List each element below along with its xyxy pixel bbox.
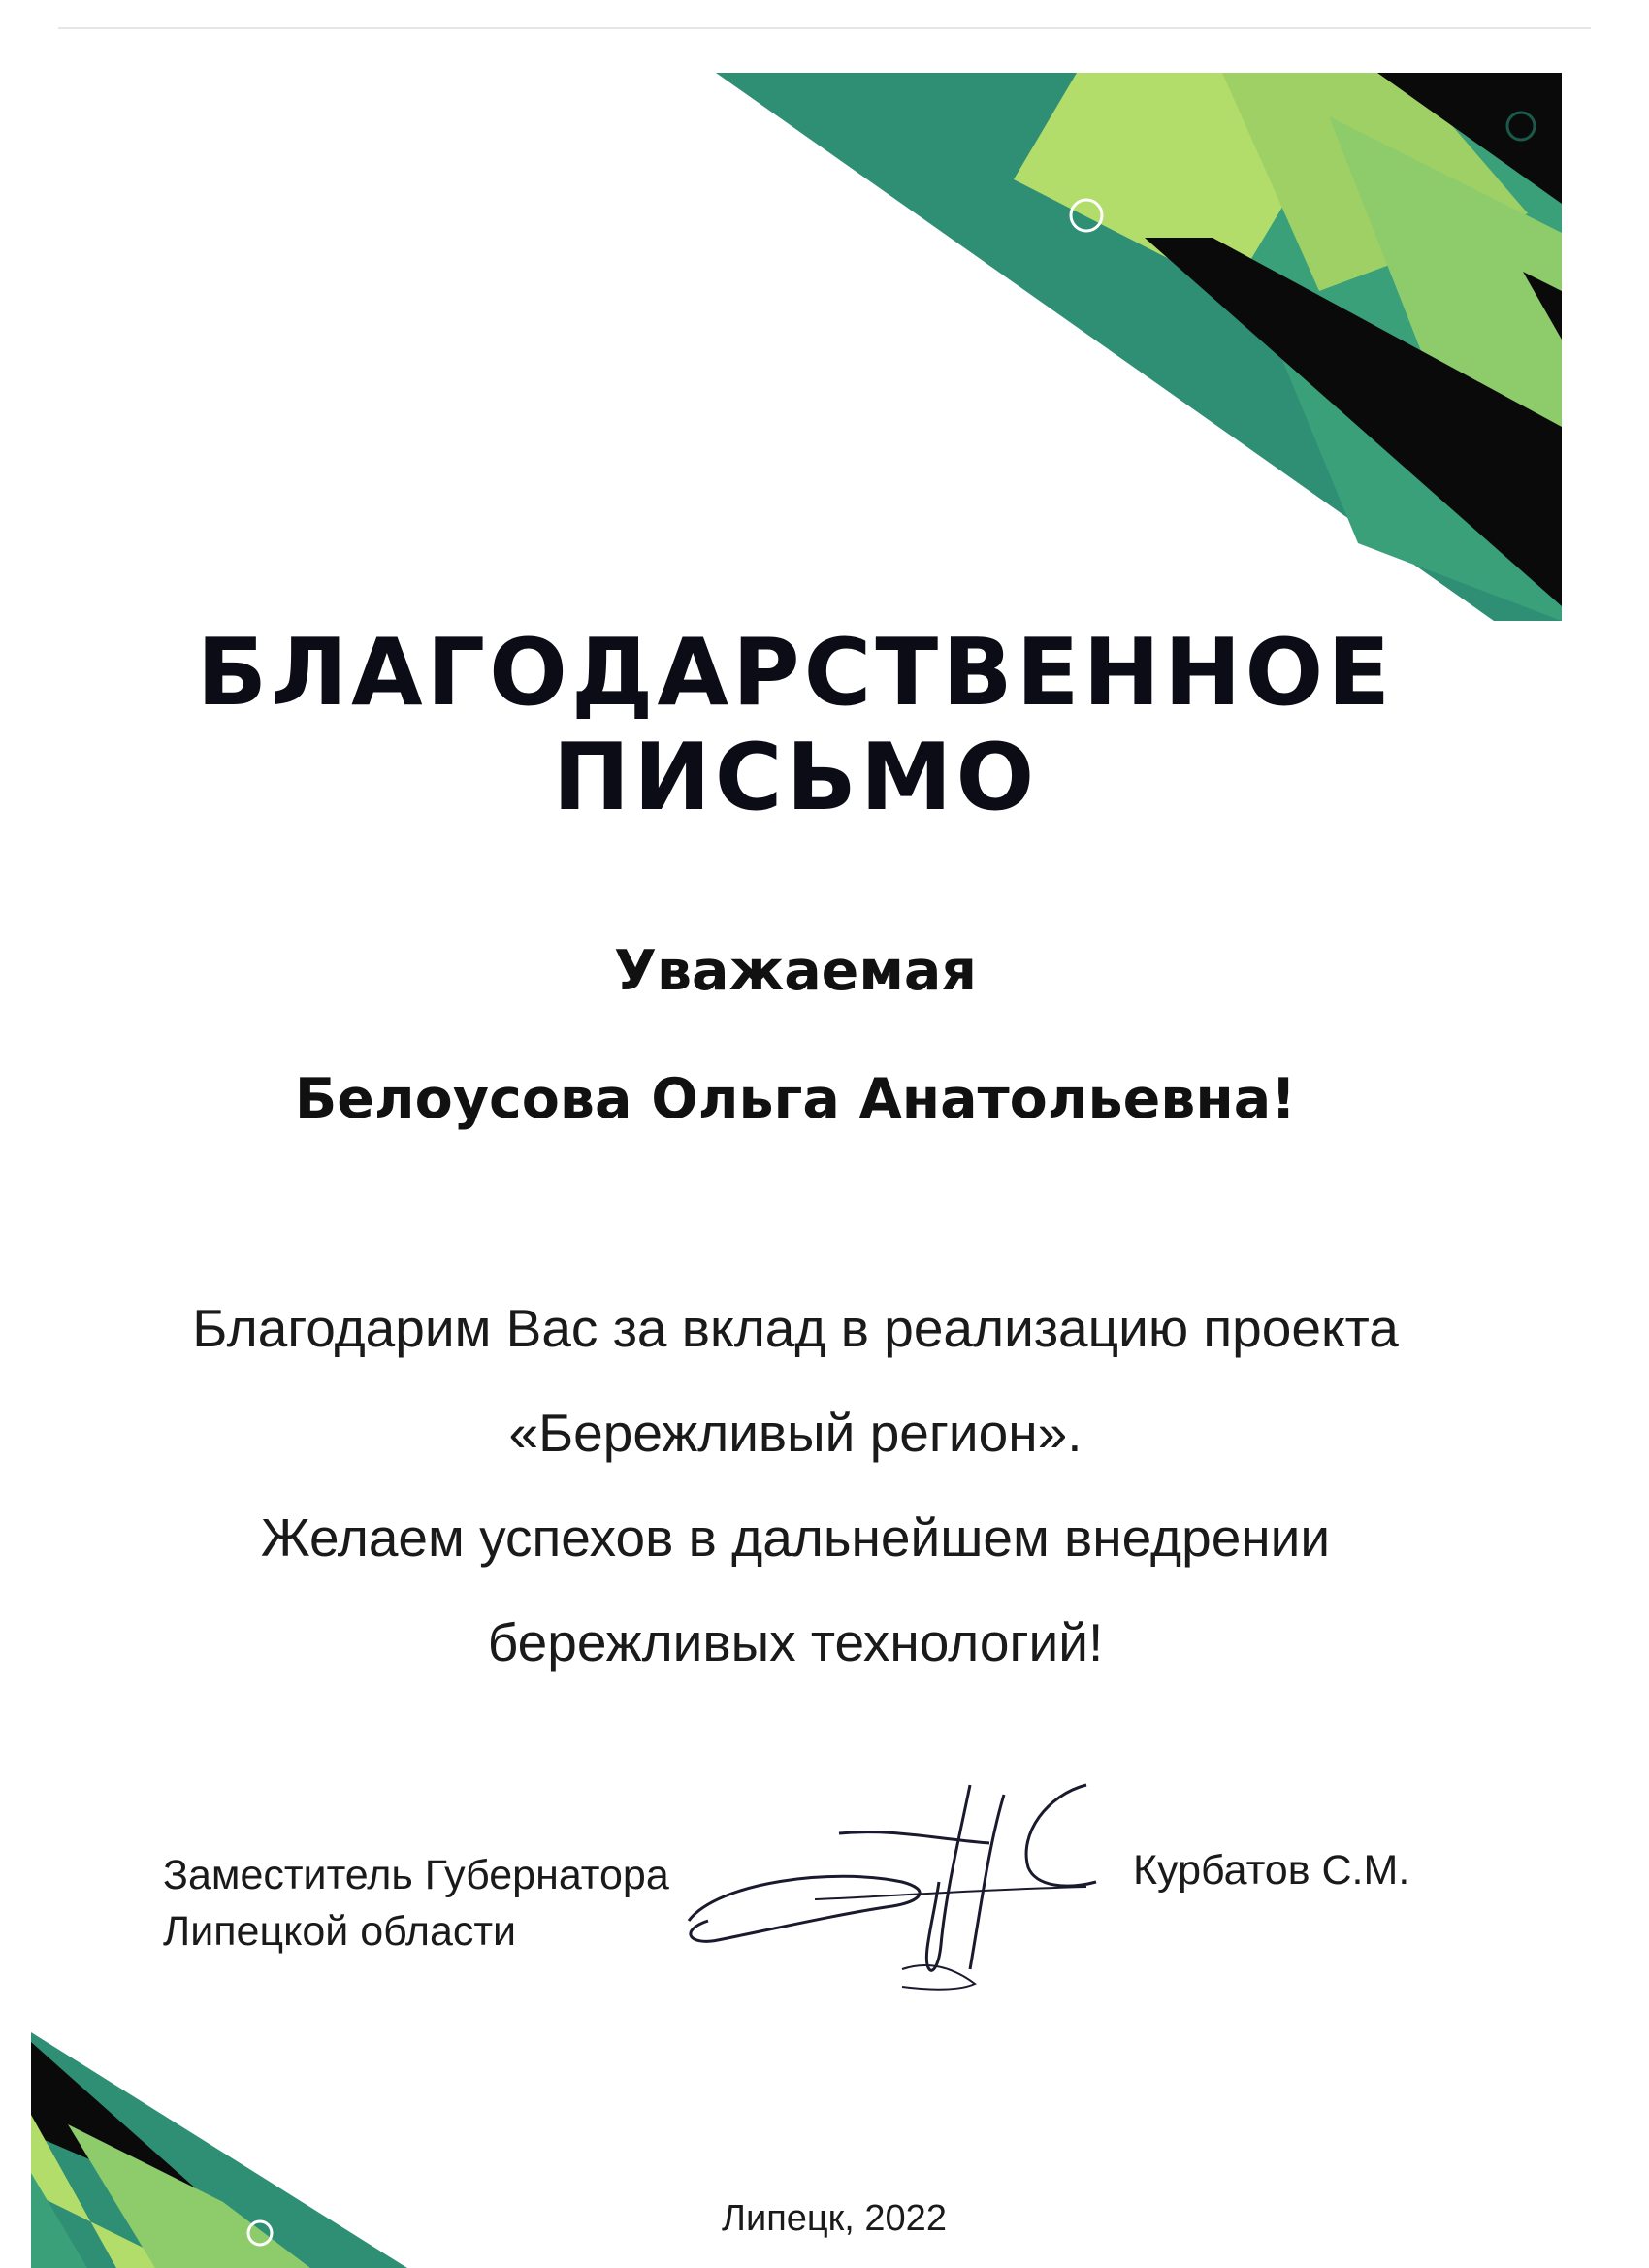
- letter-body: [0, 1276, 1591, 1695]
- body-line-2: «Бережливый регион».: [508, 1403, 1083, 1463]
- body-line-3: Желаем успехов в дальнейшем внедрении: [260, 1507, 1331, 1568]
- greeting-salutation: Уважаемая: [614, 939, 977, 1003]
- body-line-1: Благодарим Вас за вклад в реализацию проекта: [192, 1298, 1399, 1358]
- signatory-title-line-1: Заместитель Губернатора: [163, 1852, 669, 1898]
- signatory-title: [163, 1847, 669, 1960]
- place-and-year: Липецк, 2022: [722, 2198, 947, 2239]
- title-line-2: ПИСЬМО: [552, 725, 1039, 831]
- title-line-1: БЛАГОДАРСТВЕННОЕ: [196, 620, 1395, 727]
- letter-title: [0, 621, 1591, 830]
- signatory-name: Курбатов С.М.: [1133, 1847, 1410, 1894]
- recipient-name: Белоусова Ольга Анатольевна!: [294, 1067, 1297, 1131]
- handwritten-signature: [679, 1775, 1116, 1998]
- body-line-4: бережливых технологий!: [487, 1612, 1104, 1672]
- signatory-title-line-2: Липецкой области: [163, 1908, 517, 1955]
